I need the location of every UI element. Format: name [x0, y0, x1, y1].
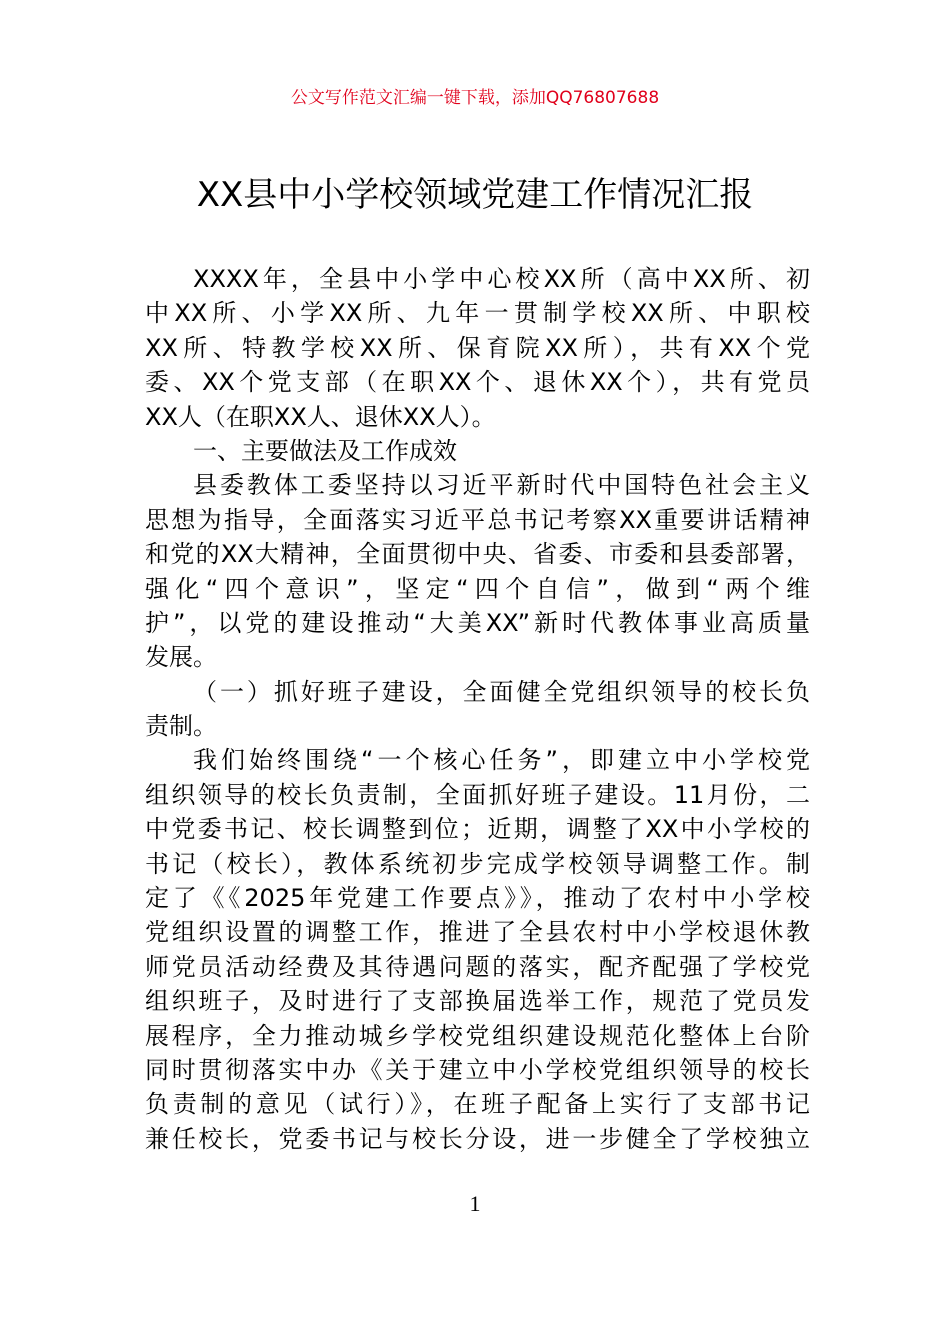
document-title: XX县中小学校领域党建工作情况汇报 — [196, 175, 754, 215]
paragraph-line: 党组织设置的调整工作，推进了全县农村中小学校退休教 — [145, 918, 810, 947]
paragraph-line: 发展。 — [145, 643, 217, 672]
paragraph-line: 负责制的意见（试行）》，在班子配备上实行了支部书记 — [145, 1090, 810, 1119]
paragraph-line: 组织领导的校长负责制，全面抓好班子建设。11月份，二 — [145, 780, 810, 809]
paragraph-line: XX所、特教学校XX所、保育院XX所），共有XX个党 — [145, 333, 810, 362]
paragraph-line: 定了《《2025年党建工作要点》》，推动了农村中小学校 — [145, 884, 810, 913]
paragraph-line: 和党的XX大精神，全面贯彻中央、省委、市委和县委部署， — [145, 540, 810, 569]
subsection-heading-continued: 责制。 — [145, 712, 217, 741]
paragraph-line: XXXX年，全县中小学中心校XX所（高中XX所、初 — [193, 265, 810, 293]
paragraph-line: 书记（校长），教体系统初步完成学校领导调整工作。制 — [145, 849, 810, 878]
page-number: 1 — [469, 1191, 481, 1216]
paragraph-line: XX人（在职XX人、退休XX人）。 — [145, 402, 496, 431]
document-body — [145, 262, 810, 1156]
paragraph-line: 护”，以党的建设推动“大美XX”新时代教体事业高质量 — [145, 608, 810, 637]
paragraph-line: 中XX所、小学XX所、九年一贯制学校XX所、中职校 — [145, 299, 810, 328]
paragraph-line: 强化“四个意识”，坚定“四个自信”，做到“两个维 — [145, 574, 810, 603]
paragraph-line: 委、XX个党支部（在职XX个、退休XX个），共有党员 — [145, 368, 810, 397]
section-heading: 一、主要做法及工作成效 — [193, 436, 457, 465]
paragraph-line: 思想为指导，全面落实习近平总书记考察XX重要讲话精神 — [145, 505, 810, 534]
paragraph-line: 我们始终围绕“一个核心任务”，即建立中小学校党 — [193, 746, 810, 775]
paragraph-line: 县委教体工委坚持以习近平新时代中国特色社会主义 — [193, 471, 810, 500]
paragraph-line: 同时贯彻落实中办《关于建立中小学校党组织领导的校长 — [145, 1055, 810, 1084]
subsection-heading: （一）抓好班子建设，全面健全党组织领导的校长负 — [193, 677, 810, 706]
paragraph-line: 中党委书记、校长调整到位；近期，调整了XX中小学校的 — [145, 815, 810, 844]
paragraph-line: 展程序，全力推动城乡学校党组织建设规范化整体上台阶 — [145, 1021, 810, 1050]
paragraph-line: 师党员活动经费及其待遇问题的落实，配齐配强了学校党 — [145, 952, 810, 981]
download-banner: 公文写作范文汇编一键下载，添加QQ76807688 — [290, 88, 660, 108]
paragraph-line: 兼任校长，党委书记与校长分设，进一步健全了学校独立 — [145, 1124, 810, 1153]
paragraph-line: 组织班子，及时进行了支部换届选举工作，规范了党员发 — [145, 987, 810, 1016]
